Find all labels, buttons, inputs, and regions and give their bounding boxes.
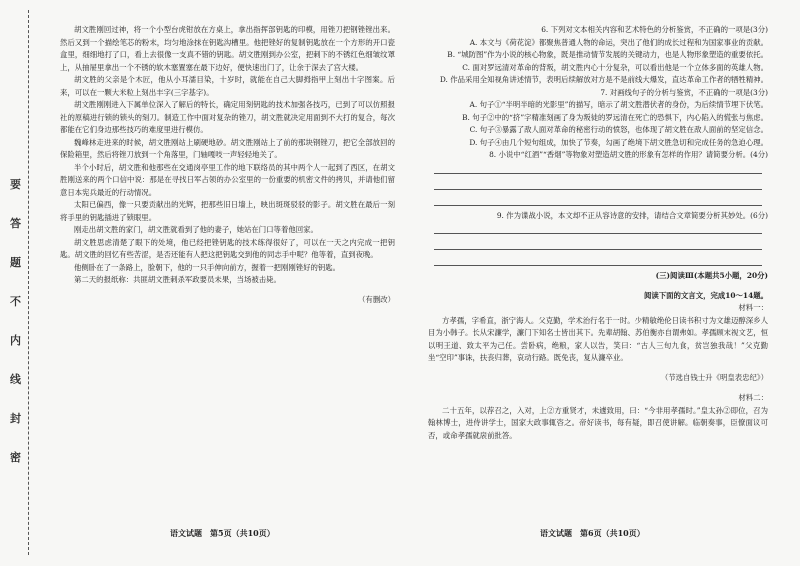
question-6: 6. 下列对文本相关内容和艺术特色的分析鉴赏，不正确的一项是(3分) xyxy=(541,25,768,34)
section-intro: 阅读下面的文言文，完成10～14题。 xyxy=(643,290,768,300)
story-paragraph: 半个小时后，胡文胜和他那些在交通岗亭里工作的地下联络员的其中两个人一起到了西区，在胡文胜刚送来的两个口信中说：那是在寻找日军占领的办公室里的一份重要的机密文件的拷贝，并请他们留意日本宪兵最近的行动情况。 xyxy=(60,162,395,197)
story-paragraph: 太阳已偏西，像一只要贡献出的光辉，把那些旧日墙上，映出斑斑驳驳的影子。胡文胜在最后一刻将手里的钥匙插进了锁眼里。 xyxy=(60,200,395,222)
question-7-option: A. 句子①“半明半暗的光影里”的描写，暗示了胡文胜潜伏者的身份，为后续情节埋下伏笔。 xyxy=(469,100,768,109)
binding-char: 题 xyxy=(10,256,21,269)
story-paragraph: 胡文胜刚回过神，将一个小型台虎钳放在方桌上，拿出指挥部钥匙的印模，用锉刀把钢锉锉出来。然后又到一个描绘笔芯的粉末，均匀地涂抹在钥匙沟槽里。他把锉好的复制钥匙放在一个方形的开口瓷盒里，细细地打了口，看上去很像一支真不错的钥匙。胡文胜刚到办公室，把刺下的不锈红色细皱纹罩上，从抽屉里拿出一个不锈的软木塞置塞在最下边好，便快速出门了，让余于深去了宫大楼。 xyxy=(60,25,395,72)
binding-line xyxy=(8,10,29,555)
story-source: （有删改） xyxy=(358,294,395,304)
material-2-text: 二十五年，以荐召之，入对，上②方重贤才，未遽致用，曰：“今非用孝孺时。”皇太孙②即位，召为翰林博士，进侍讲学士，国家大政事辄咨之。帝好读书，每有疑，即召使讲解。临朝奏事，臣僚面议可否，或命孝孺就扆前批答。 xyxy=(428,405,768,440)
material-1-source: （节选自钱士升《明皇表忠纪》） xyxy=(660,373,768,383)
answer-line[interactable] xyxy=(434,194,762,206)
question-6-option: C. 面对罗远清对革命的背叛，胡文胜内心十分复杂，可以看出他是一个立体多面的英雄人物。 xyxy=(462,62,768,72)
story-paragraph: 胡文胜刚刚进入下属单位深入了解后的特长，确定用刻钥匙的技术加强各技巧，已到了可以仿照报社的原稿进行锁的锁头的刻刀。制造工作中面对复杂的锉刀，胡文胜就决定用面到不大打的复合，每次都能在它们身边那些技巧的难度里进行模仿。 xyxy=(60,100,395,134)
binding-char: 线 xyxy=(10,373,21,386)
binding-char: 不 xyxy=(10,295,21,308)
material-1-text: 方孝孺，字希直，浙宁海人。父克勤，学术治行名于一时。少精敏绝伦日读书积寸为文雄迈醇深乡人目为小韩子。长从宋濂学，濂门下知名士皆出其下。先辈胡翰、苏伯衡亦自谓弗如。孝孺顾末视文艺，恒以明王道、致太平为己任。尝卧病，绝粮，家人以告，笑曰：“古人三旬九食，贫岂独我哉！”父克勤坐“空印”事诛，扶丧归葬，哀动行路。既免丧，复从濂卒业。 xyxy=(428,315,768,363)
story-paragraph: 第二天的报纸称：共匪胡文胜刺杀军政要员未果，当场被击毙。 xyxy=(74,275,281,284)
question-6-option: D. 作品采用全知视角讲述情节，表明后续解放对方是不是前线大爆发，直达革命工作者的牺牲精神。 xyxy=(439,75,768,84)
binding-char: 封 xyxy=(10,412,21,425)
story-paragraph: 胡文胜思虑清楚了眼下的处境，他已经把锉钥匙的技术练得很好了，可以在一天之内完成一把钥匙。胡文胜的回忆有些苦涩，是否还能有人把这把钥匙交到他的同志手中呢？他等着，直到夜晚。 xyxy=(60,237,395,259)
binding-char: 密 xyxy=(10,451,21,464)
question-7-option: C. 句子③暴露了敌人面对革命的秘密行动的愤怒，也体现了胡文胜在敌人面前的坚定信念。 xyxy=(469,125,768,134)
page-footer-left: 语文试题 第5页（共10页） xyxy=(170,528,275,538)
binding-char: 答 xyxy=(10,217,21,230)
section-heading: (三)阅读Ⅲ(本题共5小题，20分) xyxy=(655,271,768,280)
left-column xyxy=(60,24,395,314)
answer-line[interactable] xyxy=(434,238,762,250)
right-column xyxy=(428,24,768,442)
answer-line[interactable] xyxy=(434,254,762,266)
story-paragraph: 胡文胜的父亲是个木匠，他从小耳濡目染，十岁时，就能在自己大脚拇指甲上刻出十字图案。后来，可以在一颗大米粒上刻出丰字(三字基字)。 xyxy=(60,75,395,97)
question-9: 9. 作为谍战小说，本文却不正从容诗意的安排，请结合文章简要分析其妙处。(6分) xyxy=(496,210,768,220)
story-paragraph: 魏峰林走进来的时候，胡文胜刚站上刷硬地砂。胡文胜刚站上了前的那块钢锉刀，把它全部放回的保险箱里，然后将锉刀放到一个角落里，门轴嘎吱一声轻轻地关了。 xyxy=(60,137,395,159)
question-8: 8. 小说中“红酒”“香烟”等物象对塑造胡文胜的形象有怎样的作用？请简要分析。(4分) xyxy=(489,150,768,159)
binding-char: 要 xyxy=(10,178,21,191)
material-2-title: 材料二： xyxy=(738,393,768,403)
binding-char: 内 xyxy=(10,334,21,347)
material-1-title: 材料一： xyxy=(738,303,768,313)
question-6-option: A. 本文与《荷花淀》都聚焦普通人物的命运，突出了他们的成长过程和为国家事业的贡献。 xyxy=(469,37,768,47)
page-footer-right: 语文试题 第6页（共10页） xyxy=(540,528,645,538)
story-paragraph: 刚走出胡文胜的家门，胡文胜就看到了他的妻子，她站在门口等着他回家。 xyxy=(74,225,318,234)
answer-line[interactable] xyxy=(434,222,762,234)
story-paragraph: 他侧卧在了一条路上，脸朝下，他的一只手伸向前方，握着一把刚刚锉好的钥匙。 xyxy=(74,262,341,272)
question-7-option: D. 句子④由几个短句组成，加快了节奏，勾画了绝境下胡文胜急切和完成任务的急迫心理。 xyxy=(469,137,768,147)
question-6-option: B. “城防图”作为小说的核心物象，既是推动情节发展的关键动力，也是人物形象塑造的重要依托。 xyxy=(447,50,768,59)
answer-line[interactable] xyxy=(434,162,762,174)
answer-line[interactable] xyxy=(434,178,762,190)
question-7: 7. 对画线句子的分析与鉴赏，不正确的一项是(3分) xyxy=(600,87,768,97)
question-7-option: B. 句子②中的“挤”字精准刻画了身为叛徒的罗远清在死亡的恐惧下，内心陷入的慌张与焦虑。 xyxy=(462,112,768,122)
